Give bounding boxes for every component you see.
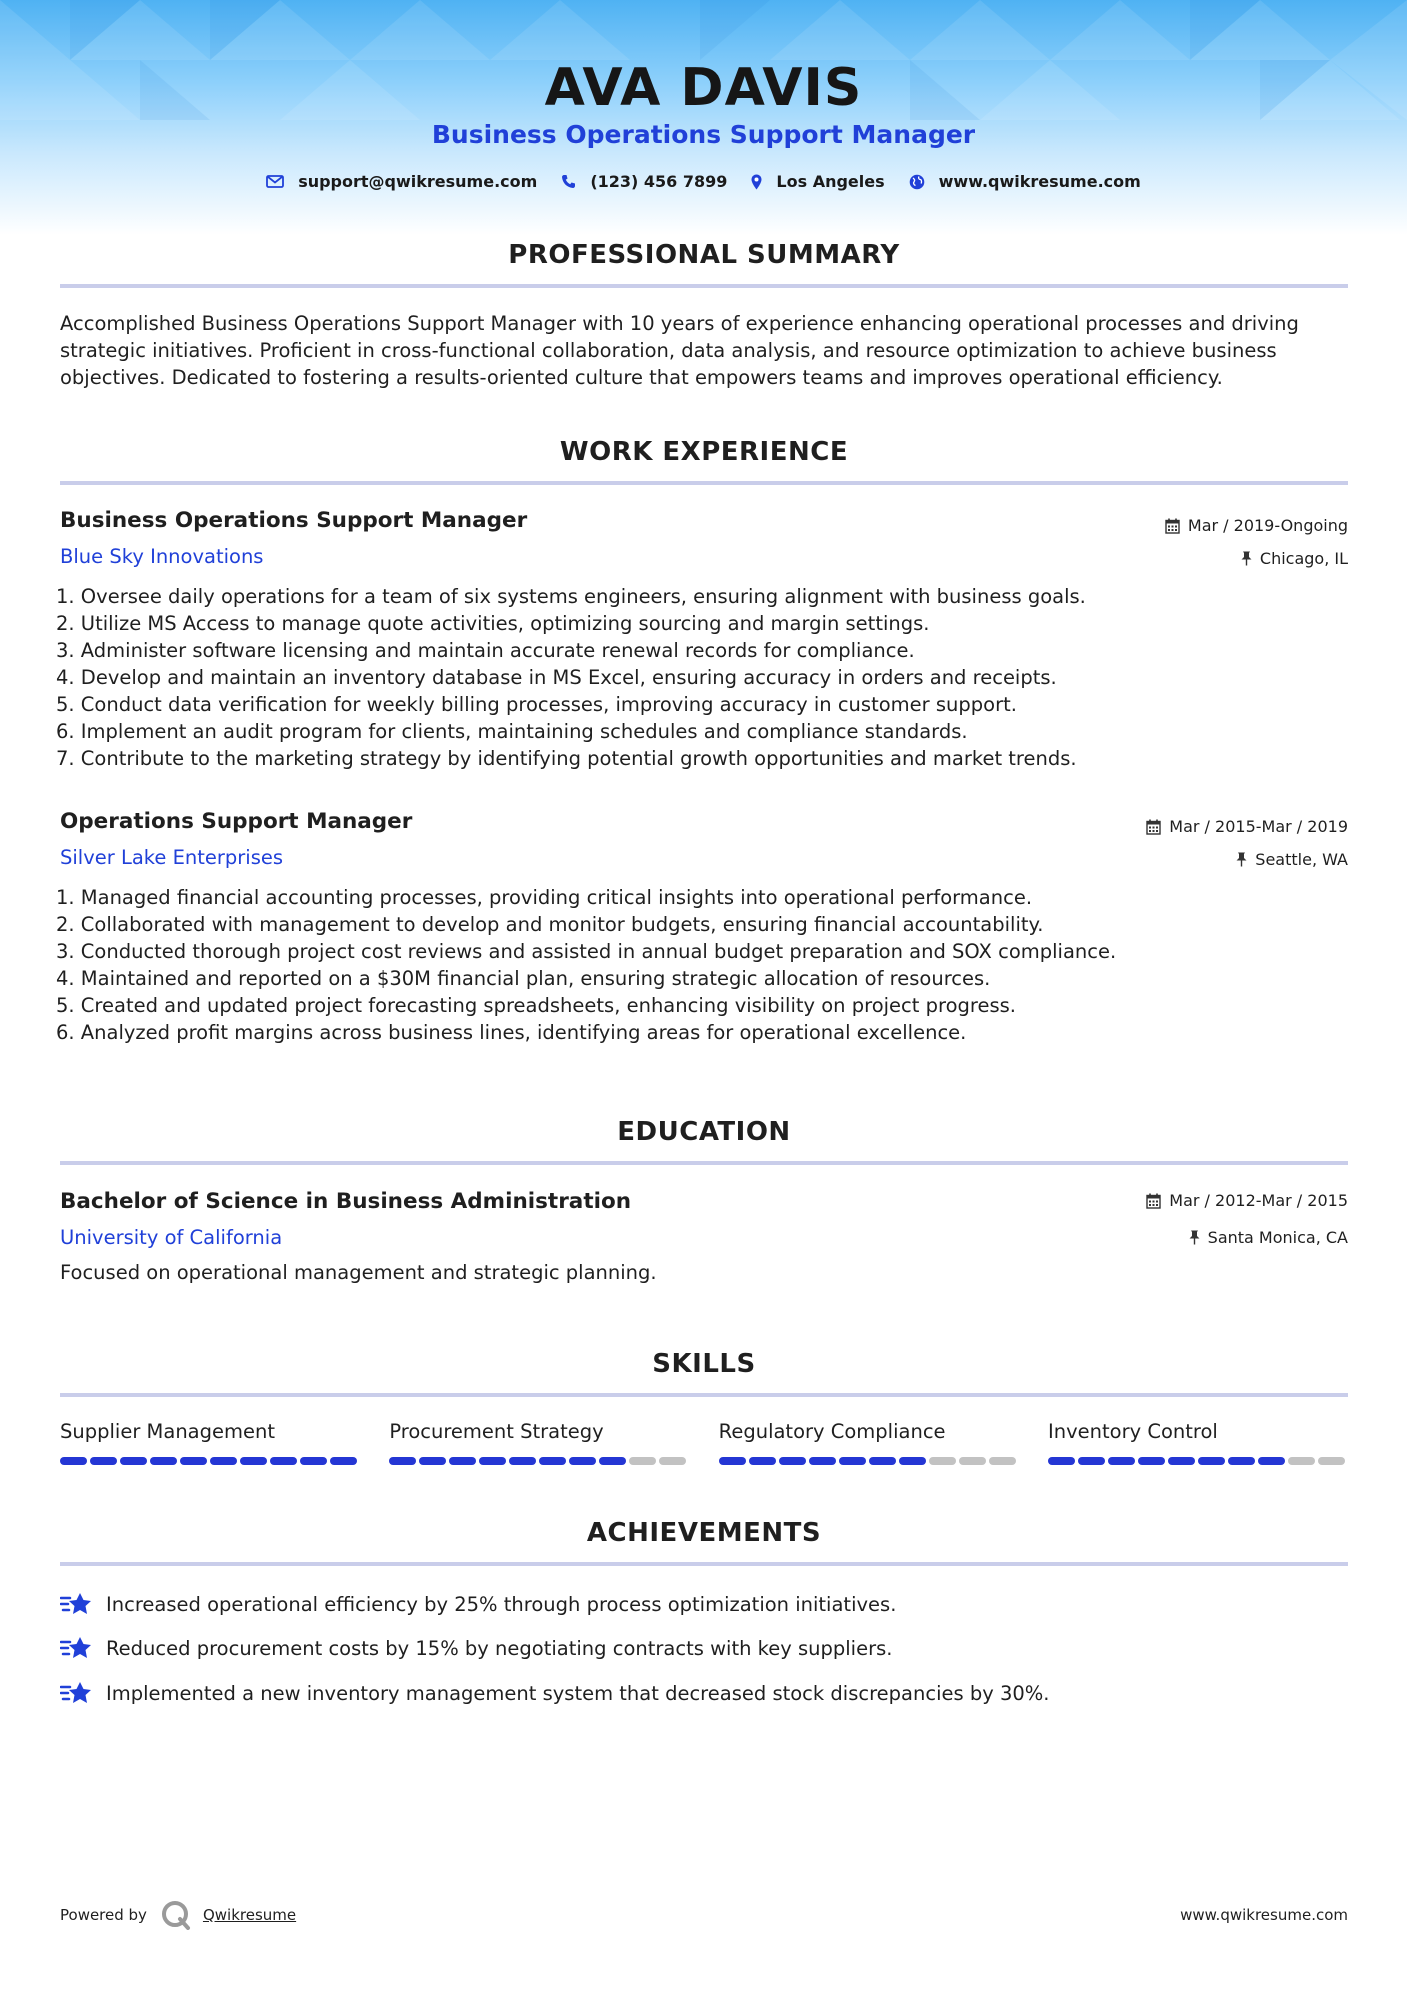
job-location [1236, 850, 1348, 869]
education-date-text: Mar / 2012-Mar / 2015 [1169, 1191, 1348, 1210]
skill-segment-filled [569, 1457, 596, 1465]
phone-text: (123) 456 7899 [590, 172, 728, 191]
skill-segment-filled [90, 1457, 117, 1465]
contact-location [751, 172, 884, 191]
map-pin-icon [751, 174, 762, 190]
skill-name: Supplier Management [60, 1420, 275, 1443]
achievement-text: Reduced procurement costs by 15% by negotiating contracts with key suppliers. [106, 1636, 893, 1660]
skill-segment-empty [929, 1457, 956, 1465]
skill-segment-filled [389, 1457, 416, 1465]
skill-segment-filled [1168, 1457, 1195, 1465]
globe-icon [909, 174, 925, 190]
job-company: Blue Sky Innovations [60, 545, 264, 568]
powered-by-label: Powered by [60, 1906, 147, 1924]
star-icon [60, 1634, 94, 1662]
contact-email[interactable] [266, 172, 537, 191]
skill-segment-filled [1078, 1457, 1105, 1465]
skill-segment-filled [270, 1457, 297, 1465]
skill-segment-filled [330, 1457, 357, 1465]
skill-item [60, 1420, 360, 1465]
skills-heading: SKILLS [652, 1349, 756, 1379]
skill-segment-filled [1138, 1457, 1165, 1465]
skill-segment-filled [1108, 1457, 1135, 1465]
skill-segment-filled [449, 1457, 476, 1465]
skill-segment-empty [959, 1457, 986, 1465]
skill-segment-filled [1258, 1457, 1285, 1465]
list-item: 2. Utilize MS Access to manage quote activities, optimizing sourcing and margin settings. [56, 612, 930, 635]
skill-segment-empty [629, 1457, 656, 1465]
education-date [1146, 1191, 1348, 1210]
skill-segment-filled [839, 1457, 866, 1465]
achievement-text: Implemented a new inventory management system that decreased stock discrepancies by 30%. [106, 1681, 1050, 1705]
list-item: 1. Oversee daily operations for a team of six systems engineers, ensuring alignment with business goals. [56, 585, 1086, 608]
job-location [1241, 549, 1348, 568]
job-date-text: Mar / 2019-Ongoing [1187, 516, 1348, 535]
star-icon [60, 1679, 94, 1707]
job-bullets [56, 884, 1356, 1046]
skill-segment-filled [869, 1457, 896, 1465]
contact-website[interactable] [909, 172, 1141, 191]
job-date [1165, 516, 1348, 535]
skill-segment-empty [1318, 1457, 1345, 1465]
skill-item [389, 1420, 689, 1465]
skill-segment-filled [1228, 1457, 1255, 1465]
education-entry [60, 1189, 1348, 1289]
skill-segment-filled [120, 1457, 147, 1465]
skill-segment-filled [150, 1457, 177, 1465]
summary-divider [60, 284, 1348, 288]
email-text: support@qwikresume.com [298, 172, 538, 191]
school: University of California [60, 1226, 283, 1249]
job-entry [56, 508, 1348, 778]
job-entry [56, 809, 1348, 1059]
website-text: www.qwikresume.com [938, 172, 1141, 191]
skill-segment-filled [719, 1457, 746, 1465]
skills-list [60, 1420, 1348, 1465]
education-description: Focused on operational management and strategic planning. [60, 1261, 657, 1284]
job-location-text: Chicago, IL [1259, 549, 1348, 568]
list-item: 3. Administer software licensing and maintain accurate renewal records for compliance. [56, 639, 915, 662]
list-item: 6. Implement an audit program for clients, maintaining schedules and compliance standards. [56, 720, 968, 743]
achievements-heading: ACHIEVEMENTS [586, 1518, 822, 1548]
brand-link[interactable]: Qwikresume [202, 1906, 297, 1924]
skill-segment-empty [659, 1457, 686, 1465]
location-text: Los Angeles [776, 172, 885, 191]
skill-segment-filled [1048, 1457, 1075, 1465]
summary-text: Accomplished Business Operations Support Manager with 10 years of experience enhancing operational processes and driving strategic initiatives. Proficient in cross-functional collaboration, data analysis, and resource optimization to achieve business objectives. Dedicated to fostering a results-oriented culture that empowers teams and improves operational efficiency. [60, 312, 1299, 389]
achievements-divider [60, 1562, 1348, 1566]
skill-segment-filled [300, 1457, 327, 1465]
education-location [1189, 1228, 1348, 1247]
skill-segment-filled [180, 1457, 207, 1465]
skill-segment-filled [419, 1457, 446, 1465]
skill-name: Procurement Strategy [389, 1420, 604, 1443]
skills-divider [60, 1393, 1348, 1397]
list-item: 6. Analyzed profit margins across business lines, identifying areas for operational excellence. [56, 1021, 967, 1044]
email-icon [266, 175, 284, 188]
summary-heading: PROFESSIONAL SUMMARY [508, 240, 900, 270]
skill-segment-filled [60, 1457, 87, 1465]
job-date [1146, 817, 1348, 836]
pushpin-icon [1236, 852, 1247, 867]
job-role: Operations Support Manager [60, 809, 413, 834]
phone-icon [561, 174, 576, 189]
skill-level-bar [1048, 1457, 1348, 1465]
pushpin-icon [1189, 1230, 1200, 1245]
education-heading: EDUCATION [617, 1117, 791, 1147]
achievement-item [60, 1679, 1348, 1707]
list-item: 5. Conduct data verification for weekly billing processes, improving accuracy in customer support. [56, 693, 1017, 716]
job-company: Silver Lake Enterprises [60, 846, 284, 869]
star-icon [60, 1590, 94, 1618]
skill-segment-filled [899, 1457, 926, 1465]
calendar-icon [1146, 1193, 1161, 1209]
job-location-text: Seattle, WA [1255, 850, 1348, 869]
candidate-title: Business Operations Support Manager [431, 120, 976, 149]
skill-name: Regulatory Compliance [718, 1420, 946, 1443]
list-item: 4. Develop and maintain an inventory database in MS Excel, ensuring accuracy in orders and receipts. [56, 666, 1057, 689]
achievement-item [60, 1634, 1348, 1662]
skill-segment-filled [779, 1457, 806, 1465]
skill-segment-filled [210, 1457, 237, 1465]
skill-segment-empty [1288, 1457, 1315, 1465]
skill-segment-filled [539, 1457, 566, 1465]
skill-segment-filled [809, 1457, 836, 1465]
skill-segment-filled [479, 1457, 506, 1465]
list-item: 4. Maintained and reported on a $30M financial plan, ensuring strategic allocation of resources. [56, 967, 991, 990]
skill-level-bar [389, 1457, 689, 1465]
job-date-text: Mar / 2015-Mar / 2019 [1169, 817, 1348, 836]
footer-website[interactable]: www.qwikresume.com [1180, 1906, 1348, 1924]
experience-divider [60, 481, 1348, 485]
list-item: 1. Managed financial accounting processes, providing critical insights into operational performance. [56, 886, 1033, 909]
calendar-icon [1165, 518, 1180, 534]
skill-name: Inventory Control [1047, 1420, 1218, 1443]
skill-level-bar [60, 1457, 360, 1465]
skill-segment-filled [749, 1457, 776, 1465]
qwikresume-logo-icon [161, 1900, 191, 1930]
job-bullets [56, 583, 1356, 772]
candidate-name: AVA DAVIS [544, 58, 863, 118]
contact-bar [0, 172, 1407, 191]
education-divider [60, 1161, 1348, 1165]
skill-level-bar [719, 1457, 1019, 1465]
skill-segment-empty [989, 1457, 1016, 1465]
footer-powered-by [60, 1900, 296, 1930]
skill-segment-filled [509, 1457, 536, 1465]
skill-item [719, 1420, 1019, 1465]
skill-segment-filled [240, 1457, 267, 1465]
job-role: Business Operations Support Manager [60, 508, 528, 533]
achievement-item [60, 1590, 1348, 1618]
achievement-text: Increased operational efficiency by 25% through process optimization initiatives. [106, 1592, 897, 1616]
calendar-icon [1146, 819, 1161, 835]
list-item: 7. Contribute to the marketing strategy by identifying potential growth opportunities and market trends. [56, 747, 1077, 770]
skill-segment-filled [599, 1457, 626, 1465]
contact-phone[interactable] [561, 172, 727, 191]
skill-item [1048, 1420, 1348, 1465]
list-item: 3. Conducted thorough project cost reviews and assisted in annual budget preparation and SOX compliance. [56, 940, 1117, 963]
pushpin-icon [1241, 551, 1252, 566]
experience-heading: WORK EXPERIENCE [559, 437, 849, 467]
skill-segment-filled [1198, 1457, 1225, 1465]
list-item: 2. Collaborated with management to develop and monitor budgets, ensuring financial accountability. [56, 913, 1044, 936]
education-location-text: Santa Monica, CA [1207, 1228, 1348, 1247]
list-item: 5. Created and updated project forecasting spreadsheets, enhancing visibility on project progress. [56, 994, 1016, 1017]
degree: Bachelor of Science in Business Administration [60, 1189, 632, 1214]
